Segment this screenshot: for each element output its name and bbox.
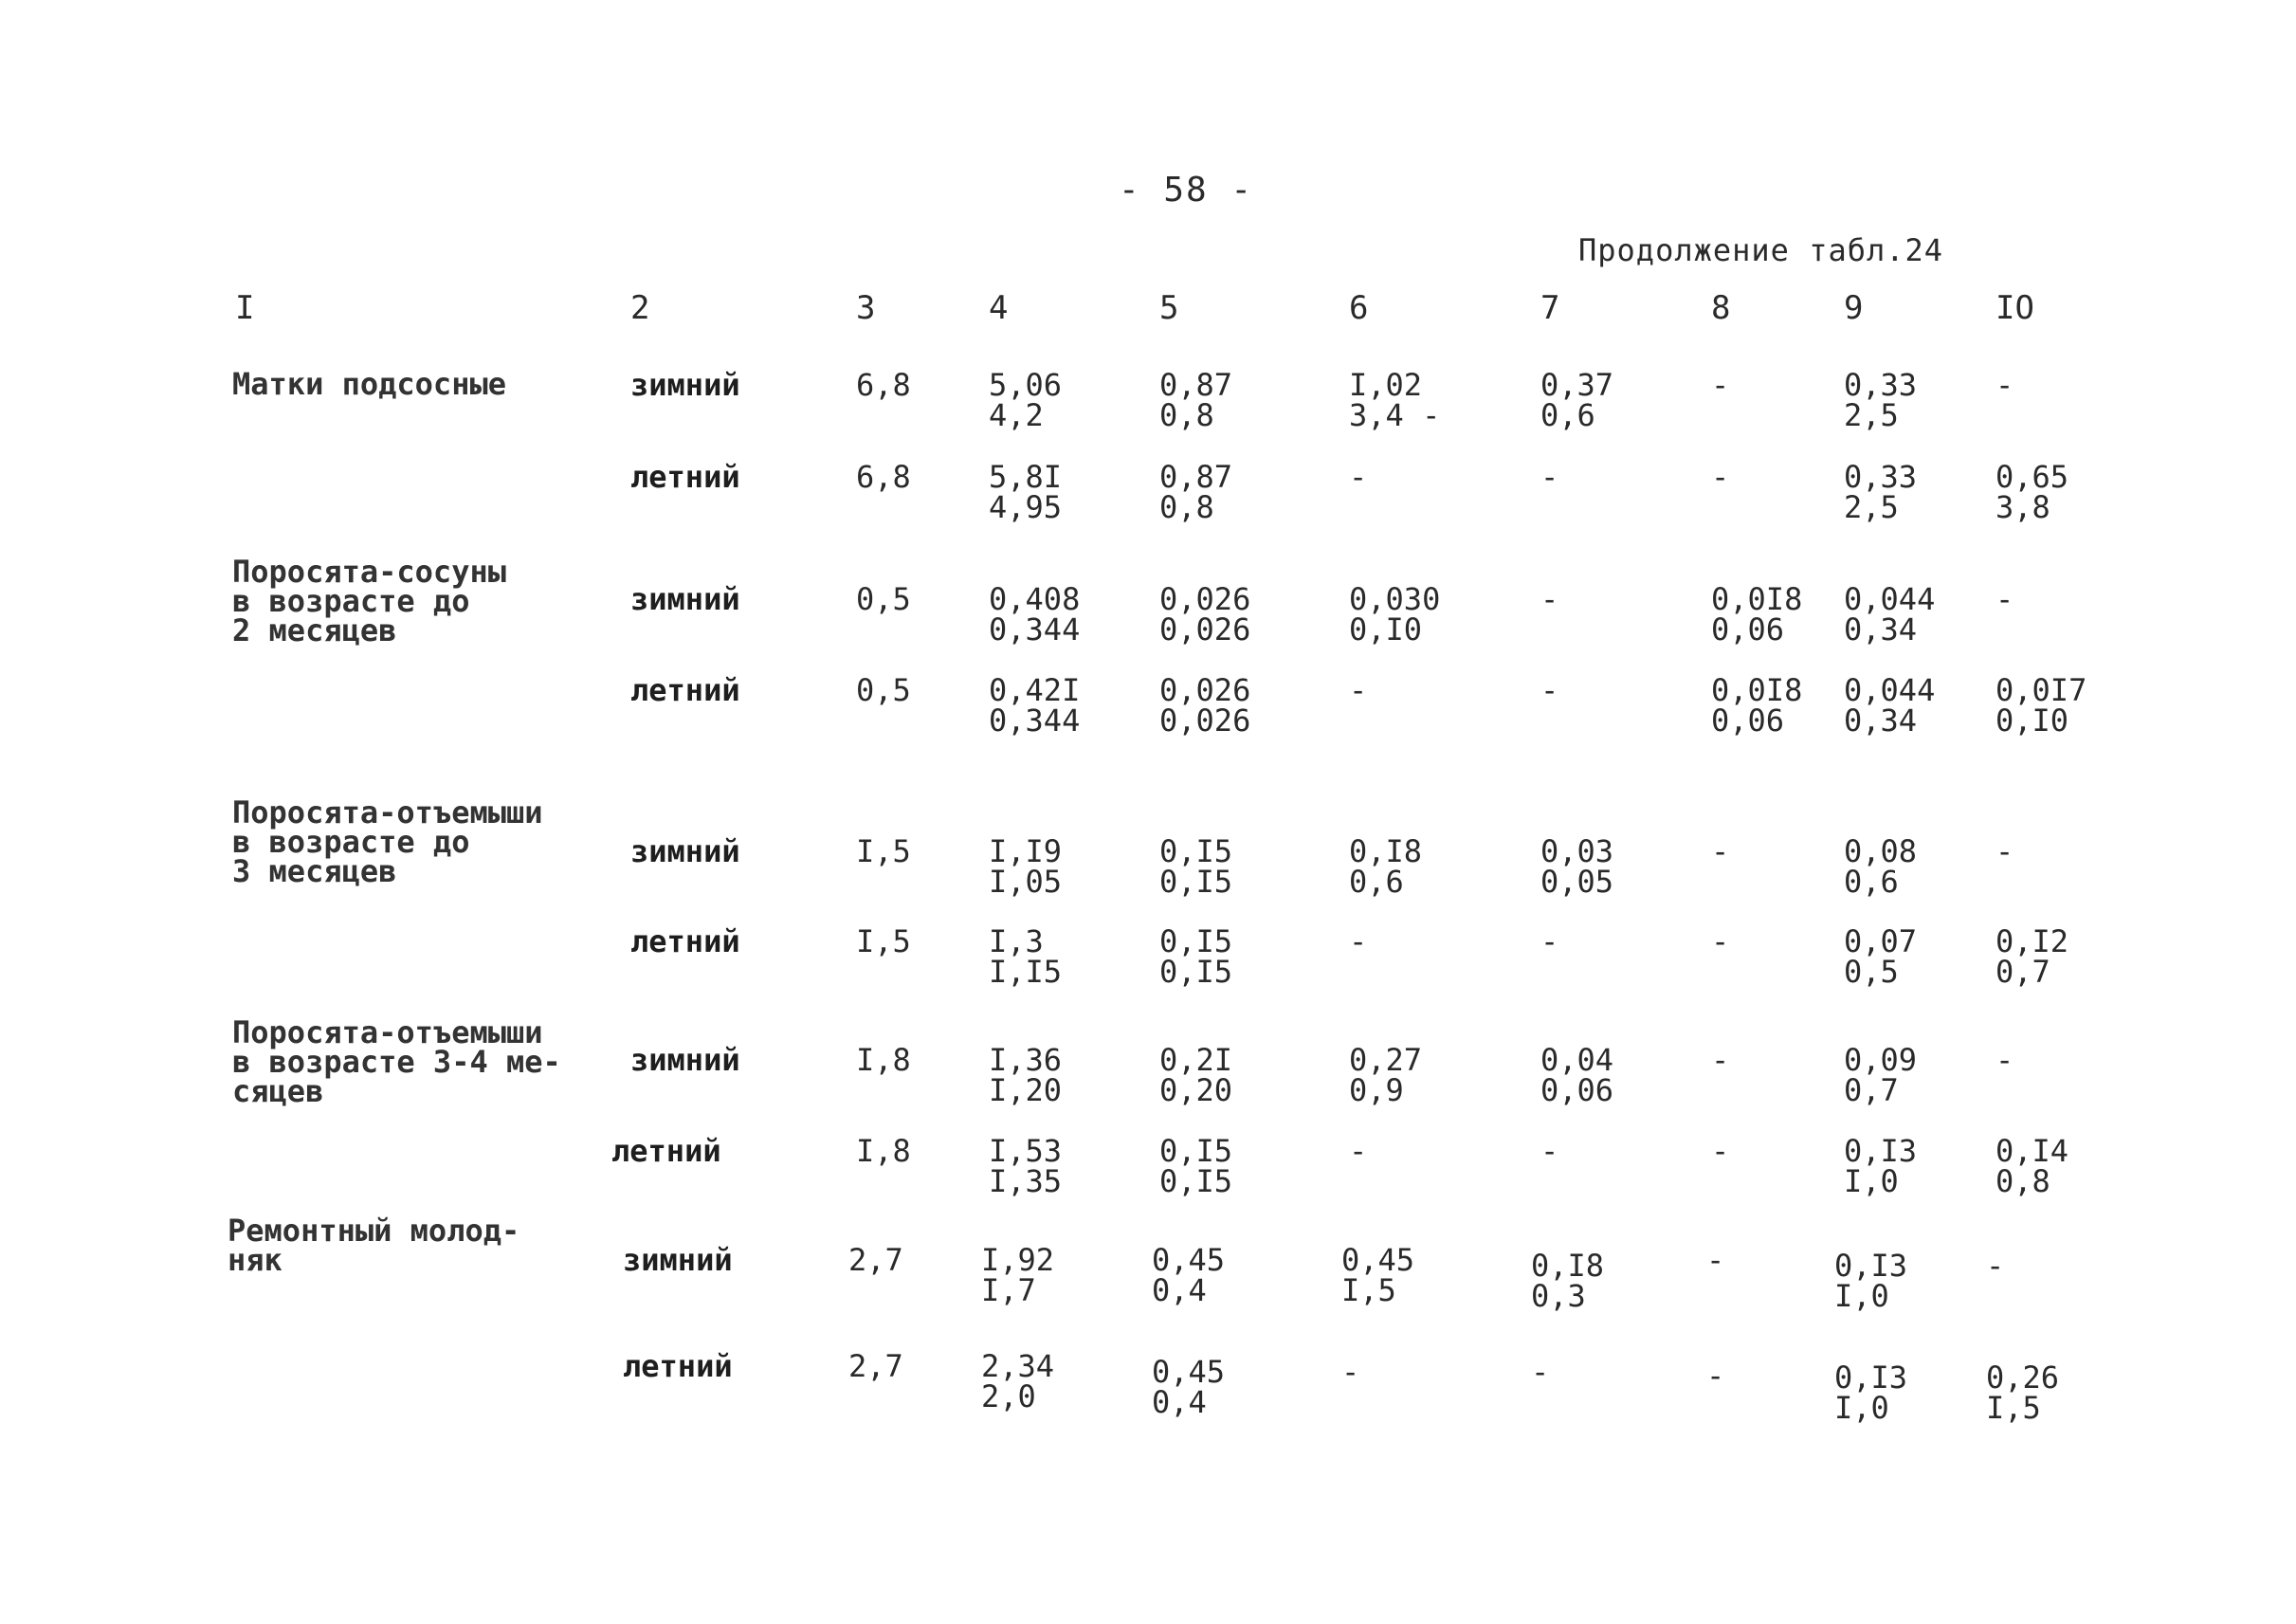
value-top: 0,0I8: [1711, 672, 1803, 708]
cell-col5: [1159, 672, 1251, 739]
cell-col4: [989, 1042, 1063, 1108]
season-label: зимний: [630, 833, 740, 869]
value-top: 0,I2: [1995, 923, 2069, 959]
value-bottom: 2,0: [981, 1378, 1036, 1414]
cell-col3: 2,7: [848, 1348, 903, 1384]
value-bottom: 0,06: [1711, 611, 1785, 648]
cell-col7: [1540, 1133, 1559, 1169]
cell-col6: [1349, 459, 1368, 495]
cell-col8: [1706, 1242, 1725, 1278]
cell-col3: I,5: [856, 923, 911, 959]
value-bottom: 0,7: [1844, 1072, 1899, 1108]
column-header-7: 7: [1540, 289, 1560, 327]
value-top: -: [1540, 581, 1559, 617]
value-top: 0,42I: [989, 672, 1081, 708]
season-label: зимний: [630, 367, 740, 403]
cell-col6: [1349, 367, 1441, 433]
value-bottom: 0,34: [1844, 611, 1918, 648]
cell-col7: [1540, 581, 1559, 617]
value-bottom: I,5: [1986, 1390, 2041, 1426]
cell-col3: I,8: [856, 1042, 911, 1078]
value-top: 0,408: [989, 581, 1081, 617]
value-bottom: I,5: [1341, 1272, 1396, 1308]
value-top: 2,34: [981, 1348, 1055, 1384]
column-header-1: I: [235, 289, 255, 327]
value-bottom: 0,34: [1844, 703, 1918, 739]
cell-col10: [1995, 923, 2069, 990]
cell-col6: [1341, 1354, 1360, 1390]
cell-col10: [1995, 1133, 2069, 1199]
animal-group-label: Матки подсосные: [232, 366, 506, 402]
cell-col9: [1844, 1133, 1918, 1199]
season-label: летний: [611, 1133, 721, 1169]
value-top: 0,03: [1540, 833, 1614, 869]
cell-col7: [1540, 1042, 1614, 1108]
value-top: -: [1349, 459, 1368, 495]
value-top: 0,09: [1844, 1042, 1918, 1078]
value-top: I,92: [981, 1242, 1055, 1278]
cell-col4: [981, 1348, 1055, 1414]
value-bottom: 0,05: [1540, 864, 1614, 900]
value-top: 5,06: [989, 367, 1063, 403]
cell-col3: 6,8: [856, 367, 911, 403]
column-header-2: 2: [630, 289, 650, 327]
value-bottom: I,0: [1834, 1390, 1889, 1426]
cell-col3: 0,5: [856, 581, 911, 617]
value-top: 0,I8: [1531, 1248, 1605, 1284]
cell-col8: [1711, 459, 1730, 495]
value-top: 0,I3: [1844, 1133, 1918, 1169]
cell-col5: [1159, 833, 1233, 900]
column-header-8: 8: [1711, 289, 1731, 327]
column-header-10: IO: [1995, 289, 2034, 327]
value-bottom: I,0: [1834, 1278, 1889, 1314]
cell-col5: [1159, 459, 1233, 525]
value-bottom: 0,4: [1152, 1272, 1207, 1308]
value-top: -: [1540, 1133, 1559, 1169]
value-top: 0,33: [1844, 459, 1918, 495]
value-top: 0,27: [1349, 1042, 1423, 1078]
cell-col9: [1844, 833, 1918, 900]
cell-col8: [1711, 1133, 1730, 1169]
cell-col9: [1844, 1042, 1918, 1108]
cell-col9: [1844, 923, 1918, 990]
cell-col8: [1711, 923, 1730, 959]
value-top: I,3: [989, 923, 1044, 959]
value-top: 0,04: [1540, 1042, 1614, 1078]
value-top: -: [1349, 1133, 1368, 1169]
cell-col4: [989, 581, 1081, 648]
cell-col5: [1159, 923, 1233, 990]
cell-col5: [1159, 367, 1233, 433]
value-top: 0,45: [1152, 1354, 1226, 1390]
value-top: -: [1341, 1354, 1360, 1390]
value-top: 0,I4: [1995, 1133, 2069, 1169]
value-top: 0,0I7: [1995, 672, 2087, 708]
value-top: 0,I5: [1159, 923, 1233, 959]
value-top: -: [1540, 459, 1559, 495]
value-bottom: 0,I5: [1159, 954, 1233, 990]
value-top: I,36: [989, 1042, 1063, 1078]
value-top: -: [1711, 923, 1730, 959]
value-top: 0,I3: [1834, 1359, 1908, 1396]
column-header-5: 5: [1159, 289, 1179, 327]
season-label: зимний: [630, 1042, 740, 1078]
cell-col7: [1531, 1248, 1605, 1314]
value-top: -: [1349, 923, 1368, 959]
cell-col5: [1159, 1042, 1233, 1108]
cell-col8: [1711, 833, 1730, 869]
value-top: -: [1711, 1133, 1730, 1169]
cell-col10: [1986, 1359, 2060, 1426]
value-bottom: 0,344: [989, 703, 1081, 739]
value-top: I,02: [1349, 367, 1423, 403]
value-top: 0,45: [1341, 1242, 1415, 1278]
value-bottom: 0,026: [1159, 703, 1251, 739]
value-top: 0,026: [1159, 672, 1251, 708]
cell-col4: [989, 923, 1063, 990]
value-top: I,53: [989, 1133, 1063, 1169]
value-top: -: [1711, 459, 1730, 495]
value-bottom: 4,2: [989, 397, 1044, 433]
column-header-3: 3: [856, 289, 876, 327]
value-bottom: 0,026: [1159, 611, 1251, 648]
value-bottom: 4,95: [989, 489, 1063, 525]
cell-col4: [989, 459, 1063, 525]
value-bottom: 0,6: [1540, 397, 1595, 433]
cell-col8: [1711, 672, 1803, 739]
value-top: -: [1995, 581, 2014, 617]
value-bottom: 0,5: [1844, 954, 1899, 990]
value-bottom: 0,8: [1159, 489, 1214, 525]
value-top: -: [1706, 1358, 1725, 1394]
value-bottom: I,20: [989, 1072, 1063, 1108]
cell-col10: [1995, 367, 2014, 403]
value-bottom: 0,3: [1531, 1278, 1586, 1314]
animal-group-label: Поросята-сосуны в возрасте до 2 месяцев: [232, 554, 506, 648]
value-bottom: 2,5: [1844, 489, 1899, 525]
season-label: летний: [630, 923, 740, 959]
cell-col7: [1540, 672, 1559, 708]
cell-col5: [1159, 581, 1251, 648]
value-bottom: 0,I0: [1349, 611, 1423, 648]
cell-col7: [1540, 923, 1559, 959]
value-bottom: 0,344: [989, 611, 1081, 648]
cell-col6: [1349, 833, 1423, 900]
value-bottom: 0,8: [1159, 397, 1214, 433]
value-bottom: 0,6: [1844, 864, 1899, 900]
cell-col5: [1159, 1133, 1233, 1199]
value-top: 0,87: [1159, 367, 1233, 403]
value-bottom: 0,8: [1995, 1163, 2050, 1199]
cell-col5: [1152, 1354, 1226, 1420]
cell-col3: I,5: [856, 833, 911, 869]
column-header-4: 4: [989, 289, 1009, 327]
value-bottom: 0,20: [1159, 1072, 1233, 1108]
animal-group-label: Поросята-отъемыши в возрасте до 3 месяцев: [232, 794, 543, 889]
value-top: 0,030: [1349, 581, 1441, 617]
cell-col6: [1349, 581, 1441, 648]
value-top: -: [1986, 1248, 2005, 1284]
value-top: -: [1995, 1042, 2014, 1078]
cell-col9: [1844, 367, 1918, 433]
cell-col9: [1834, 1359, 1908, 1426]
value-top: 0,044: [1844, 672, 1936, 708]
value-top: -: [1711, 1042, 1730, 1078]
value-top: 0,I3: [1834, 1248, 1908, 1284]
value-top: 0,I5: [1159, 1133, 1233, 1169]
value-bottom: 0,06: [1540, 1072, 1614, 1108]
value-bottom: 0,I5: [1159, 864, 1233, 900]
season-label: летний: [630, 459, 740, 495]
cell-col9: [1834, 1248, 1908, 1314]
cell-col10: [1995, 833, 2014, 869]
cell-col8: [1711, 581, 1803, 648]
value-top: 0,37: [1540, 367, 1614, 403]
cell-col5: [1152, 1242, 1226, 1308]
value-top: -: [1706, 1242, 1725, 1278]
cell-col6: [1349, 1133, 1368, 1169]
value-top: 0,26: [1986, 1359, 2060, 1396]
value-top: -: [1531, 1354, 1550, 1390]
cell-col7: [1540, 459, 1559, 495]
cell-col3: I,8: [856, 1133, 911, 1169]
value-top: 0,I8: [1349, 833, 1423, 869]
value-bottom: 0,4: [1152, 1384, 1207, 1420]
season-label: зимний: [630, 581, 740, 617]
value-bottom: 0,I0: [1995, 703, 2069, 739]
cell-col9: [1844, 459, 1918, 525]
value-top: -: [1711, 367, 1730, 403]
value-bottom: 0,6: [1349, 864, 1404, 900]
value-top: I,I9: [989, 833, 1063, 869]
cell-col7: [1540, 367, 1614, 433]
page-number: - 58 -: [1119, 171, 1254, 210]
value-top: -: [1995, 367, 2014, 403]
cell-col3: 2,7: [848, 1242, 903, 1278]
value-top: 0,026: [1159, 581, 1251, 617]
value-top: -: [1540, 672, 1559, 708]
value-top: 0,87: [1159, 459, 1233, 495]
cell-col3: 6,8: [856, 459, 911, 495]
cell-col10: [1995, 459, 2069, 525]
cell-col6: [1349, 923, 1368, 959]
value-top: 0,044: [1844, 581, 1936, 617]
column-header-9: 9: [1844, 289, 1864, 327]
animal-group-label: Ремонтный молод- няк: [228, 1213, 520, 1278]
cell-col6: [1341, 1242, 1415, 1308]
value-top: 0,07: [1844, 923, 1918, 959]
value-top: 0,I5: [1159, 833, 1233, 869]
cell-col3: 0,5: [856, 672, 911, 708]
cell-col4: [981, 1242, 1055, 1308]
value-bottom: 3,8: [1995, 489, 2050, 525]
value-top: 0,08: [1844, 833, 1918, 869]
cell-col10: [1995, 581, 2014, 617]
cell-col4: [989, 672, 1081, 739]
season-label: летний: [630, 672, 740, 708]
value-bottom: 0,06: [1711, 703, 1785, 739]
value-bottom: I,35: [989, 1163, 1063, 1199]
value-bottom: I,7: [981, 1272, 1036, 1308]
value-bottom: 2,5: [1844, 397, 1899, 433]
table-continuation-label: Продолжение табл.24: [1578, 232, 1944, 268]
value-top: -: [1349, 672, 1368, 708]
value-bottom: I,I5: [989, 954, 1063, 990]
value-bottom: I,0: [1844, 1163, 1899, 1199]
cell-col9: [1844, 581, 1936, 648]
value-bottom: 0,7: [1995, 954, 2050, 990]
column-header-6: 6: [1349, 289, 1369, 327]
season-label: летний: [623, 1348, 733, 1384]
value-top: 0,65: [1995, 459, 2069, 495]
value-top: -: [1711, 833, 1730, 869]
cell-col10: [1995, 672, 2087, 739]
season-label: зимний: [623, 1242, 733, 1278]
value-top: 0,2I: [1159, 1042, 1233, 1078]
value-top: 5,8I: [989, 459, 1063, 495]
cell-col4: [989, 833, 1063, 900]
value-top: 0,0I8: [1711, 581, 1803, 617]
cell-col4: [989, 1133, 1063, 1199]
animal-group-label: Поросята-отъемыши в возрасте 3-4 ме- сяцев: [232, 1014, 561, 1109]
cell-col10: [1995, 1042, 2014, 1078]
cell-col8: [1706, 1358, 1725, 1394]
cell-col7: [1531, 1354, 1550, 1390]
cell-col4: [989, 367, 1063, 433]
cell-col9: [1844, 672, 1936, 739]
value-top: -: [1995, 833, 2014, 869]
value-bottom: 0,I5: [1159, 1163, 1233, 1199]
cell-col8: [1711, 1042, 1730, 1078]
cell-col6: [1349, 1042, 1423, 1108]
value-top: 0,33: [1844, 367, 1918, 403]
value-bottom: 0,9: [1349, 1072, 1404, 1108]
cell-col7: [1540, 833, 1614, 900]
value-top: 0,45: [1152, 1242, 1226, 1278]
cell-col10: [1986, 1248, 2005, 1284]
value-bottom: I,05: [989, 864, 1063, 900]
cell-col8: [1711, 367, 1730, 403]
cell-col6: [1349, 672, 1368, 708]
value-top: -: [1540, 923, 1559, 959]
value-bottom: 3,4 -: [1349, 397, 1441, 433]
